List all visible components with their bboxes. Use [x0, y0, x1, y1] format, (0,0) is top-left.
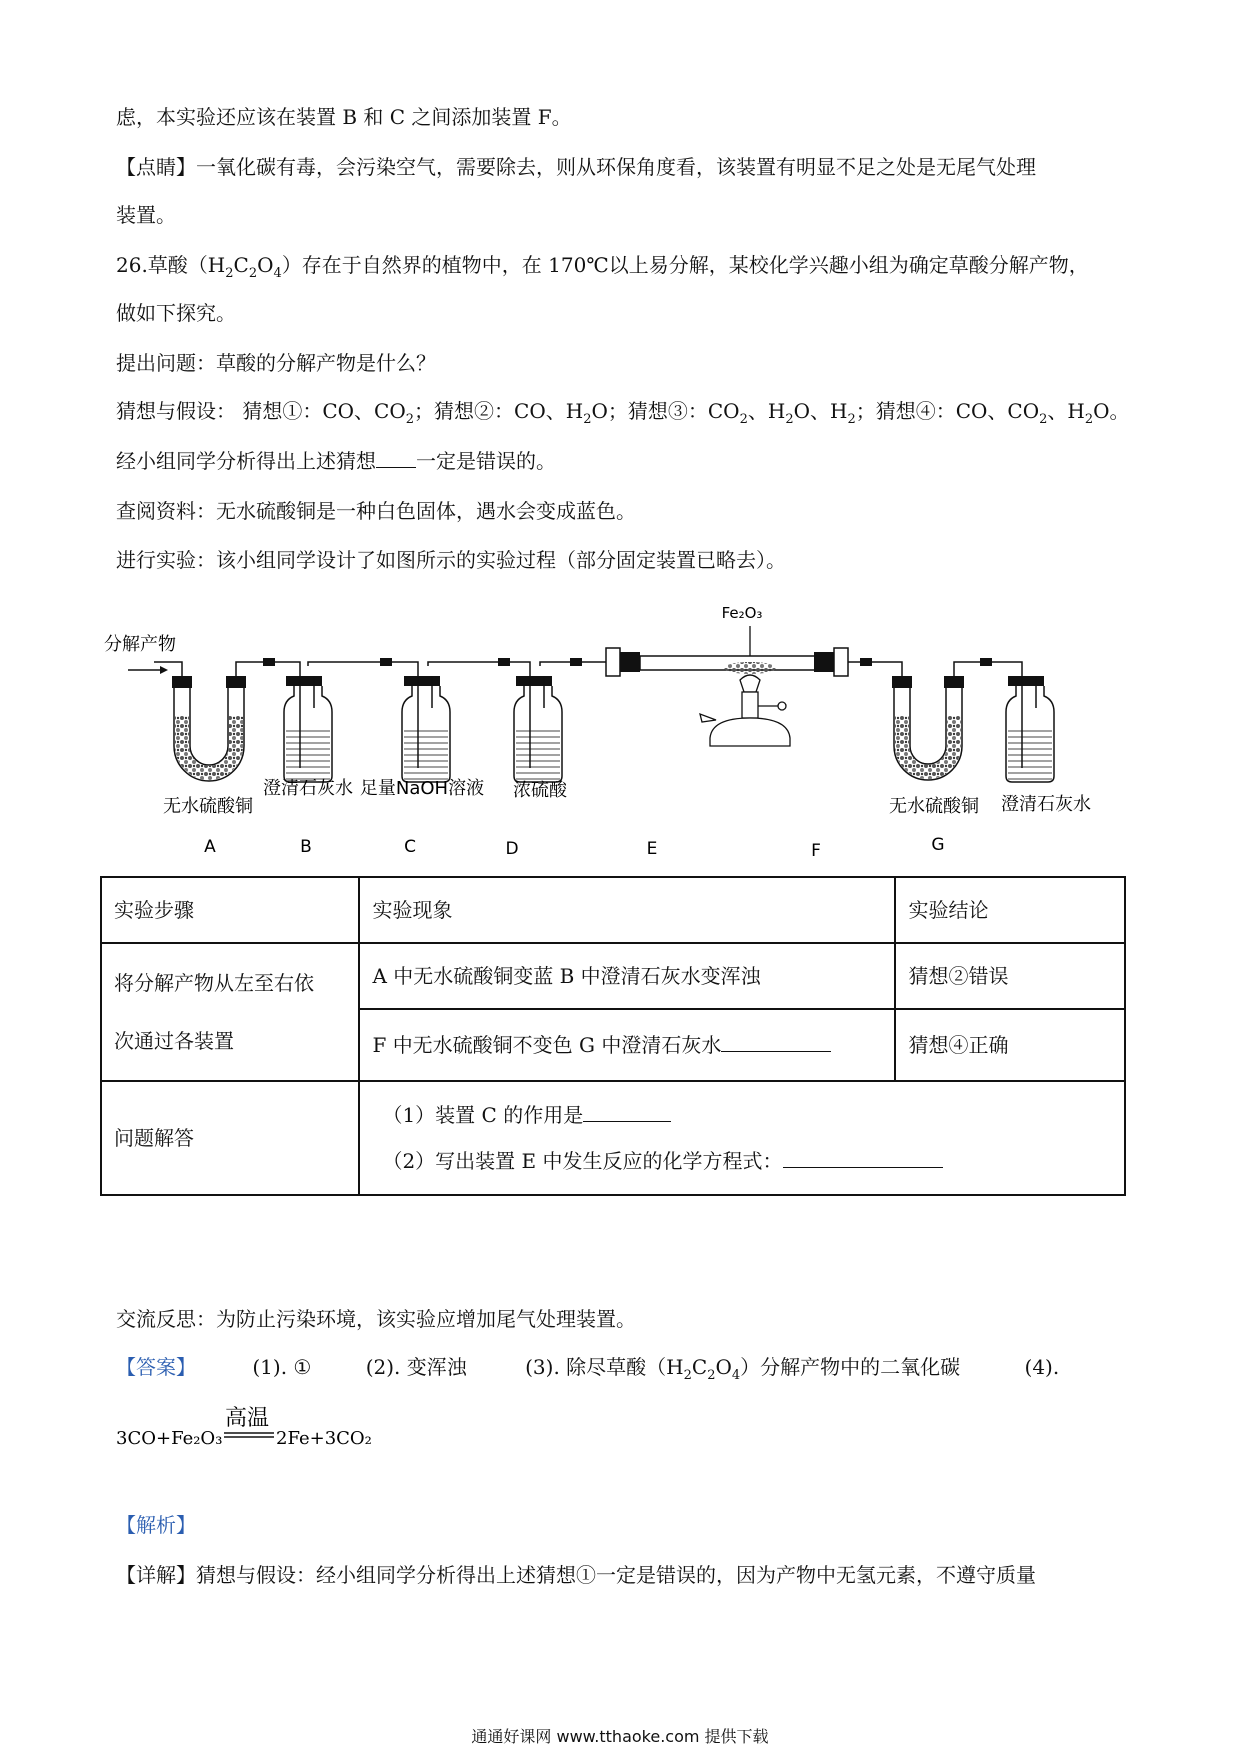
phenomenon-cell: A 中无水硫酸铜变蓝 B 中澄清石灰水变浑浊: [359, 943, 895, 1009]
experiment-line: 进行实验：该小组同学设计了如图所示的实验过程（部分固定装置已略去）。: [116, 548, 786, 572]
answer-tag: 【答案】: [116, 1355, 196, 1379]
table-row: [101, 943, 1125, 1009]
tip-line: 【点睛】一氧化碳有毒，会污染空气，需要除去，则从环保角度看，该装置有明显不足之处是无尾气处理: [116, 155, 1036, 179]
label-c-name: 足量NaOH溶液: [359, 778, 485, 799]
fe2o3-label: Fe₂O₃: [721, 604, 763, 622]
qa-cell: （1）装置 C 的作用是 （2）写出装置 E 中发生反应的化学方程式：: [359, 1081, 1125, 1195]
answer-blank: [583, 1103, 671, 1122]
eq-right: 2Fe+3CO₂: [276, 1428, 372, 1449]
table-header-row: [101, 877, 1125, 943]
text-line: 做如下探究。: [116, 301, 236, 325]
answer-blank: [721, 1033, 831, 1052]
question-line: 提出问题：草酸的分解产物是什么？: [116, 351, 436, 375]
device-f-u-tube: [892, 676, 964, 780]
label-b: B: [300, 837, 312, 857]
reflection-line: 交流反思：为防止污染环境，该实验应增加尾气处理装置。: [116, 1307, 636, 1331]
label-g: G: [931, 835, 945, 855]
label-a-name: 无水硫酸铜: [163, 796, 253, 817]
apparatus-diagram: [100, 596, 1140, 866]
label-d: D: [505, 839, 519, 859]
header-step: 实验步骤: [101, 877, 359, 943]
conclusion-cell: 猜想②错误: [895, 943, 1125, 1009]
device-e-tube-burner: [606, 648, 848, 746]
device-c-bottle: [402, 676, 450, 782]
table-row: [101, 1081, 1125, 1195]
text-line: 装置。: [116, 203, 176, 227]
analysis-tag: 【解析】: [116, 1513, 196, 1537]
analysis-line: 经小组同学分析得出上述猜想 一定是错误的。: [116, 449, 556, 473]
step-cell: 将分解产物从左至右依 次通过各装置: [101, 943, 359, 1081]
answer-line: 【答案】 (1). ① (2). 变浑浊 (3). 除尽草酸$(H_2C_2O_4)$分解产物中的二氧化碳 (4).: [116, 1355, 1060, 1383]
text-line: 虑，本实验还应该在装置 B 和 C 之间添加装置 F。: [116, 105, 572, 129]
device-b-bottle: [284, 676, 332, 782]
conclusion-cell: 猜想④正确: [895, 1009, 1125, 1081]
label-f: F: [811, 841, 821, 861]
question-26-title: 26.草酸$(H_2C_2O_4)$存在于自然界的植物中，在 170℃以上易分解，某校化学兴趣小组为确定草酸分解产物，: [116, 253, 1089, 281]
header-conclusion: 实验结论: [895, 877, 1125, 943]
label-b-name: 澄清石灰水: [263, 778, 353, 799]
label-c: C: [404, 837, 416, 857]
label-a: A: [204, 837, 216, 857]
detail-tag: 【详解】: [116, 1563, 196, 1587]
eq-condition: 高温: [225, 1406, 270, 1431]
tip-tag: 【点睛】: [116, 155, 196, 179]
lookup-line: 查阅资料：无水硫酸铜是一种白色固体，遇水会变成蓝色。: [116, 499, 636, 523]
device-a-u-tube: [172, 676, 246, 781]
page-footer: 通通好课网 www.tthaoke.com 提供下载: [471, 1727, 769, 1746]
answer-blank: [376, 449, 416, 468]
experiment-table: [100, 876, 1126, 1196]
chemical-equation: [116, 1392, 516, 1472]
qa-label-cell: 问题解答: [101, 1081, 359, 1195]
phenomenon-cell: F 中无水硫酸铜不变色 G 中澄清石灰水: [359, 1009, 895, 1081]
device-d-bottle: [514, 676, 562, 782]
answer-blank: [783, 1149, 943, 1168]
detail-line: 【详解】猜想与假设：经小组同学分析得出上述猜想①一定是错误的，因为产物中无氢元素，不遵守质量: [116, 1563, 1036, 1587]
eq-left: 3CO+Fe₂O₃: [116, 1428, 223, 1449]
device-g-bottle: [1006, 676, 1054, 782]
hypothesis-line: 猜想与假设： 猜想①：CO、$CO_2$；猜想②：CO、$H_2O$；猜想③：$CO_2$、$H_2O$、$H_2$；猜想④：CO、$CO_2$、$H_2O$。: [116, 399, 1130, 427]
label-g-name: 澄清石灰水: [1001, 794, 1091, 815]
inlet-label: 分解产物: [104, 634, 176, 655]
header-phenomenon: 实验现象: [359, 877, 895, 943]
label-f-name: 无水硫酸铜: [889, 796, 979, 817]
label-e: E: [646, 839, 658, 859]
label-d-name: 浓硫酸: [513, 780, 567, 801]
connection-tubes: [154, 662, 1022, 676]
